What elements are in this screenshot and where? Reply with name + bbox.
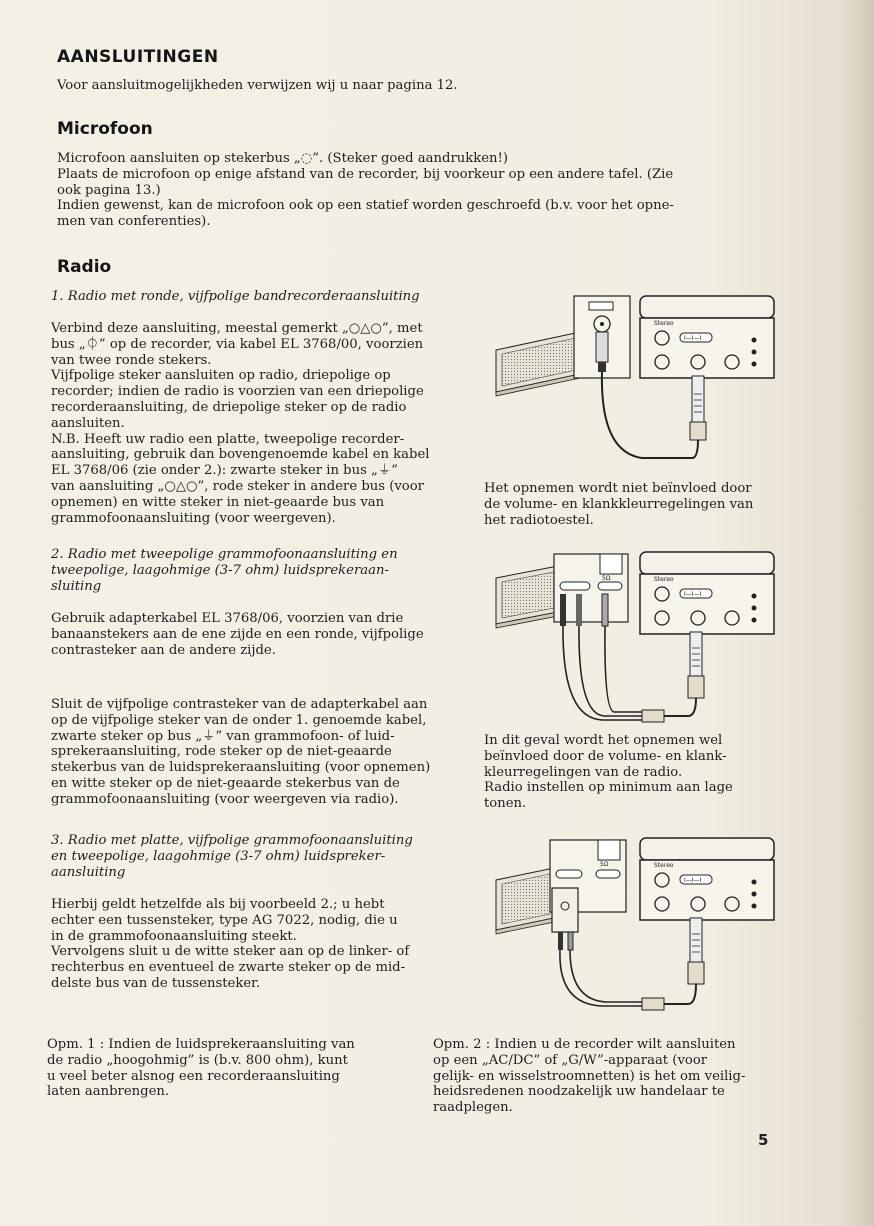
figure-1-connection-diagram bbox=[492, 292, 777, 470]
figure-2-adapter-diagram bbox=[492, 548, 777, 730]
item3-heading: 3. Radio met platte, vijfpolige grammofoonaansluiting en tweepolige, laagohmige (3-7 ohm) luidspreker- aansluiting bbox=[51, 833, 413, 880]
radio-cabinet-icon bbox=[496, 332, 580, 396]
stereo-label-3: Stereo bbox=[654, 862, 674, 869]
figure-2-caption: In dit geval wordt het opnemen wel beïnvloed door de volume- en klank- kleurregelingen van de radio. Radio instellen op minimum aan lage tonen. bbox=[484, 733, 733, 812]
page-number: 5 bbox=[758, 1131, 769, 1149]
radio-cabinet-icon bbox=[496, 566, 558, 628]
ohm-label-3: 5Ω bbox=[600, 861, 609, 868]
section-title-microfoon: Microfoon bbox=[57, 119, 153, 139]
section-title-aansluitingen: AANSLUITINGEN bbox=[57, 47, 219, 67]
microfoon-text: Microfoon aansluiten op stekerbus „◌”. (Steker goed aandrukken!) Plaats de microfoon op enige afstand van de recorder, bij voorkeur op een andere tafel. (Zie ook pagina 13.) Indien gewenst, kan de microfoon ook op een statief worden geschroefd (b.v. voor het opne- men van conferenties). bbox=[57, 151, 674, 230]
stereo-label-1: Stereo bbox=[654, 320, 674, 327]
switch-label-3: I—I—I bbox=[684, 877, 702, 884]
figure-3-intermediate-plug-diagram bbox=[492, 834, 777, 1016]
radio-cabinet-icon bbox=[496, 868, 554, 934]
ohm-label-2: 5Ω bbox=[602, 575, 611, 582]
item1-heading: 1. Radio met ronde, vijfpolige bandrecorderaansluiting bbox=[51, 289, 420, 304]
stereo-label-2: Stereo bbox=[654, 576, 674, 583]
section-title-radio: Radio bbox=[57, 257, 112, 277]
figure-1-caption: Het opnemen wordt niet beïnvloed door de volume- en klankkleurregelingen van het radiotoestel. bbox=[484, 481, 754, 528]
item2-body-2: Sluit de vijfpolige contrasteker van de adapterkabel aan op de vijfpolige steker van de onder 1. genoemde kabel, zwarte steker op bus „⏚” van grammofoon- of luid- sprekeraansluiting, rode steker op de niet-geaarde stekerbus van de luidsprekeraansluiting (voor opnemen) en witte steker op de niet-geaarde stekerbus van de grammofoonaansluiting (voor weergeven via radio). bbox=[51, 697, 431, 807]
item1-body: Verbind deze aansluiting, meestal gemerkt „○△○”, met bus „⏀” op de recorder, via kabel EL 3768/00, voorzien van twee ronde stekers. Vijfpolige steker aansluiten op radio, driepolige op recorder; indien de radio is voorzien van een driepolige recorderaansluiting, de driepolige steker op de radio aansluiten. N.B. Heeft uw radio een platte, tweepolige recorder- aansluiting, gebruik dan bovengenoemde kabel en kabel EL 3768/06 (zie onder 2.): zwarte steker in bus „⏚” van aansluiting „○△○”, rode steker in andere bus (voor opnemen) en witte steker in niet-geaarde bus van grammofoonaansluiting (voor weergeven). bbox=[51, 321, 430, 526]
item3-body: Hierbij geldt hetzelfde als bij voorbeeld 2.; u hebt echter een tussensteker, type AG 7022, nodig, die u in de grammofoonaansluiting steekt. Vervolgens sluit u de witte steker aan op de linker- of rechterbus en eventueel de zwarte steker op de mid- delste bus van de tussensteker. bbox=[51, 897, 410, 991]
note-opm-2: Opm. 2 : Indien u de recorder wilt aansluiten op een „AC/DC” of „G/W”-apparaat (voor gelijk- en wisselstroomnetten) is het om veilig- heidsredenen noodzakelijk uw handelaar te raadplegen. bbox=[433, 1037, 746, 1116]
switch-label-2: I—I—I bbox=[684, 591, 702, 598]
item2-body-1: Gebruik adapterkabel EL 3768/06, voorzien van drie banaanstekers aan de ene zijde en een ronde, vijfpolige contrasteker aan de andere zijde. bbox=[51, 611, 424, 658]
note-opm-1: Opm. 1 : Indien de luidsprekeraansluiting van de radio „hoogohmig” is (b.v. 800 ohm), kunt u veel beter alsnog een recorderaansluiting laten aanbrengen. bbox=[47, 1037, 355, 1100]
switch-label-1: I—I—I bbox=[684, 335, 702, 342]
item2-heading: 2. Radio met tweepolige grammofoonaansluiting en tweepolige, laagohmige (3-7 ohm) luidsprekeraan- sluiting bbox=[51, 547, 398, 594]
aansluitingen-text: Voor aansluitmogelijkheden verwijzen wij u naar pagina 12. bbox=[57, 78, 458, 93]
